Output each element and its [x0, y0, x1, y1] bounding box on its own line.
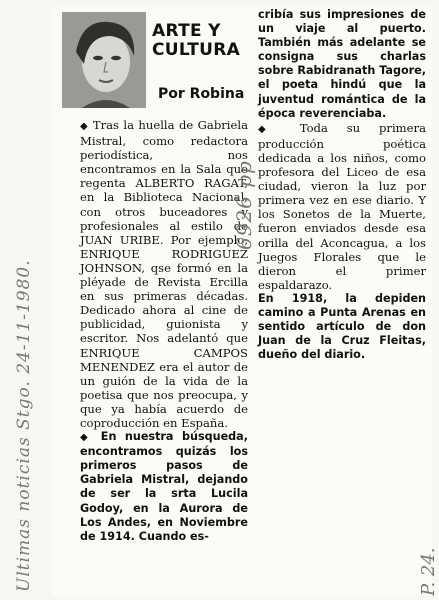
diamond-bullet-icon: ◆	[258, 123, 281, 135]
handwritten-catalog-number: 6926 pp	[232, 160, 256, 250]
paragraph	[80, 430, 248, 544]
paragraph	[258, 292, 426, 362]
portrait-photo	[62, 12, 146, 108]
paragraph	[258, 8, 426, 121]
section-title-line1: ARTE Y	[152, 21, 221, 41]
diamond-bullet-icon: ◆	[80, 432, 93, 444]
diamond-bullet-icon: ◆	[80, 121, 89, 132]
right-column	[258, 8, 426, 362]
paragraph-text: En nuestra búsqueda, encontramos quizás los primeros pasos de Gabriela Mistral, dejando de ser la srta Lucila Godoy, en la Aurora de Los Andes, en Noviembre de 1914. Cuando es-	[80, 430, 248, 543]
paragraph	[258, 121, 426, 292]
portrait-image	[62, 12, 146, 108]
paragraph-text: Toda su primera producción poética dedicada a los niños, como profesora del Liceo de esa ciudad, vieron la luz por primera vez en ese diario. Y los Sonetos de la Muerte, fueron enviados desde esa orilla del Aconcagua, a los Juegos Florales que le dieron el primer espaldarazo.	[258, 120, 426, 292]
paragraph-text: En 1918, la depiden camino a Punta Arenas en sentido artículo de don Juan de la Cruz Fleitas, dueño del diario.	[258, 291, 426, 362]
paragraph-text: cribía sus impresiones de un viaje al puerto. También más adelante se consigna sus charlas sobre Rabidranath Tagore, el poeta hindú que la juventud romántica de la época reverenciaba.	[258, 8, 426, 120]
left-column	[80, 118, 248, 544]
paragraph	[80, 118, 248, 430]
paragraph-text: Tras la huella de Gabriela Mistral, como redactora periodística, nos encontramos en la Sala que regenta ALBERTO RAGAT, en la Biblioteca Nacional, con otros buceadores y profesionales al estilo de JUAN URIBE. Por ejemplo, ENRIQUE RODRIGUEZ JOHNSON, qse formó en la pléyade de Revista Ercilla en sus primeras décadas. Dedicado ahora al cine de publicidad, guionista y escritor. Nos adelantó que ENRIQUE CAMPOS MENENDEZ era el autor de un guión de la vida de la poetisa que nos preocupa, y que ya había acuerdo de coproducción en España.	[80, 118, 248, 430]
byline: Por Robina	[158, 86, 245, 102]
section-title	[152, 22, 240, 60]
handwritten-page-note: P. 24.	[418, 547, 439, 596]
handwritten-source-note: Ultimas noticias Stgo. 24-11-1980.	[14, 259, 34, 592]
section-title-line2: CULTURA	[152, 40, 241, 60]
